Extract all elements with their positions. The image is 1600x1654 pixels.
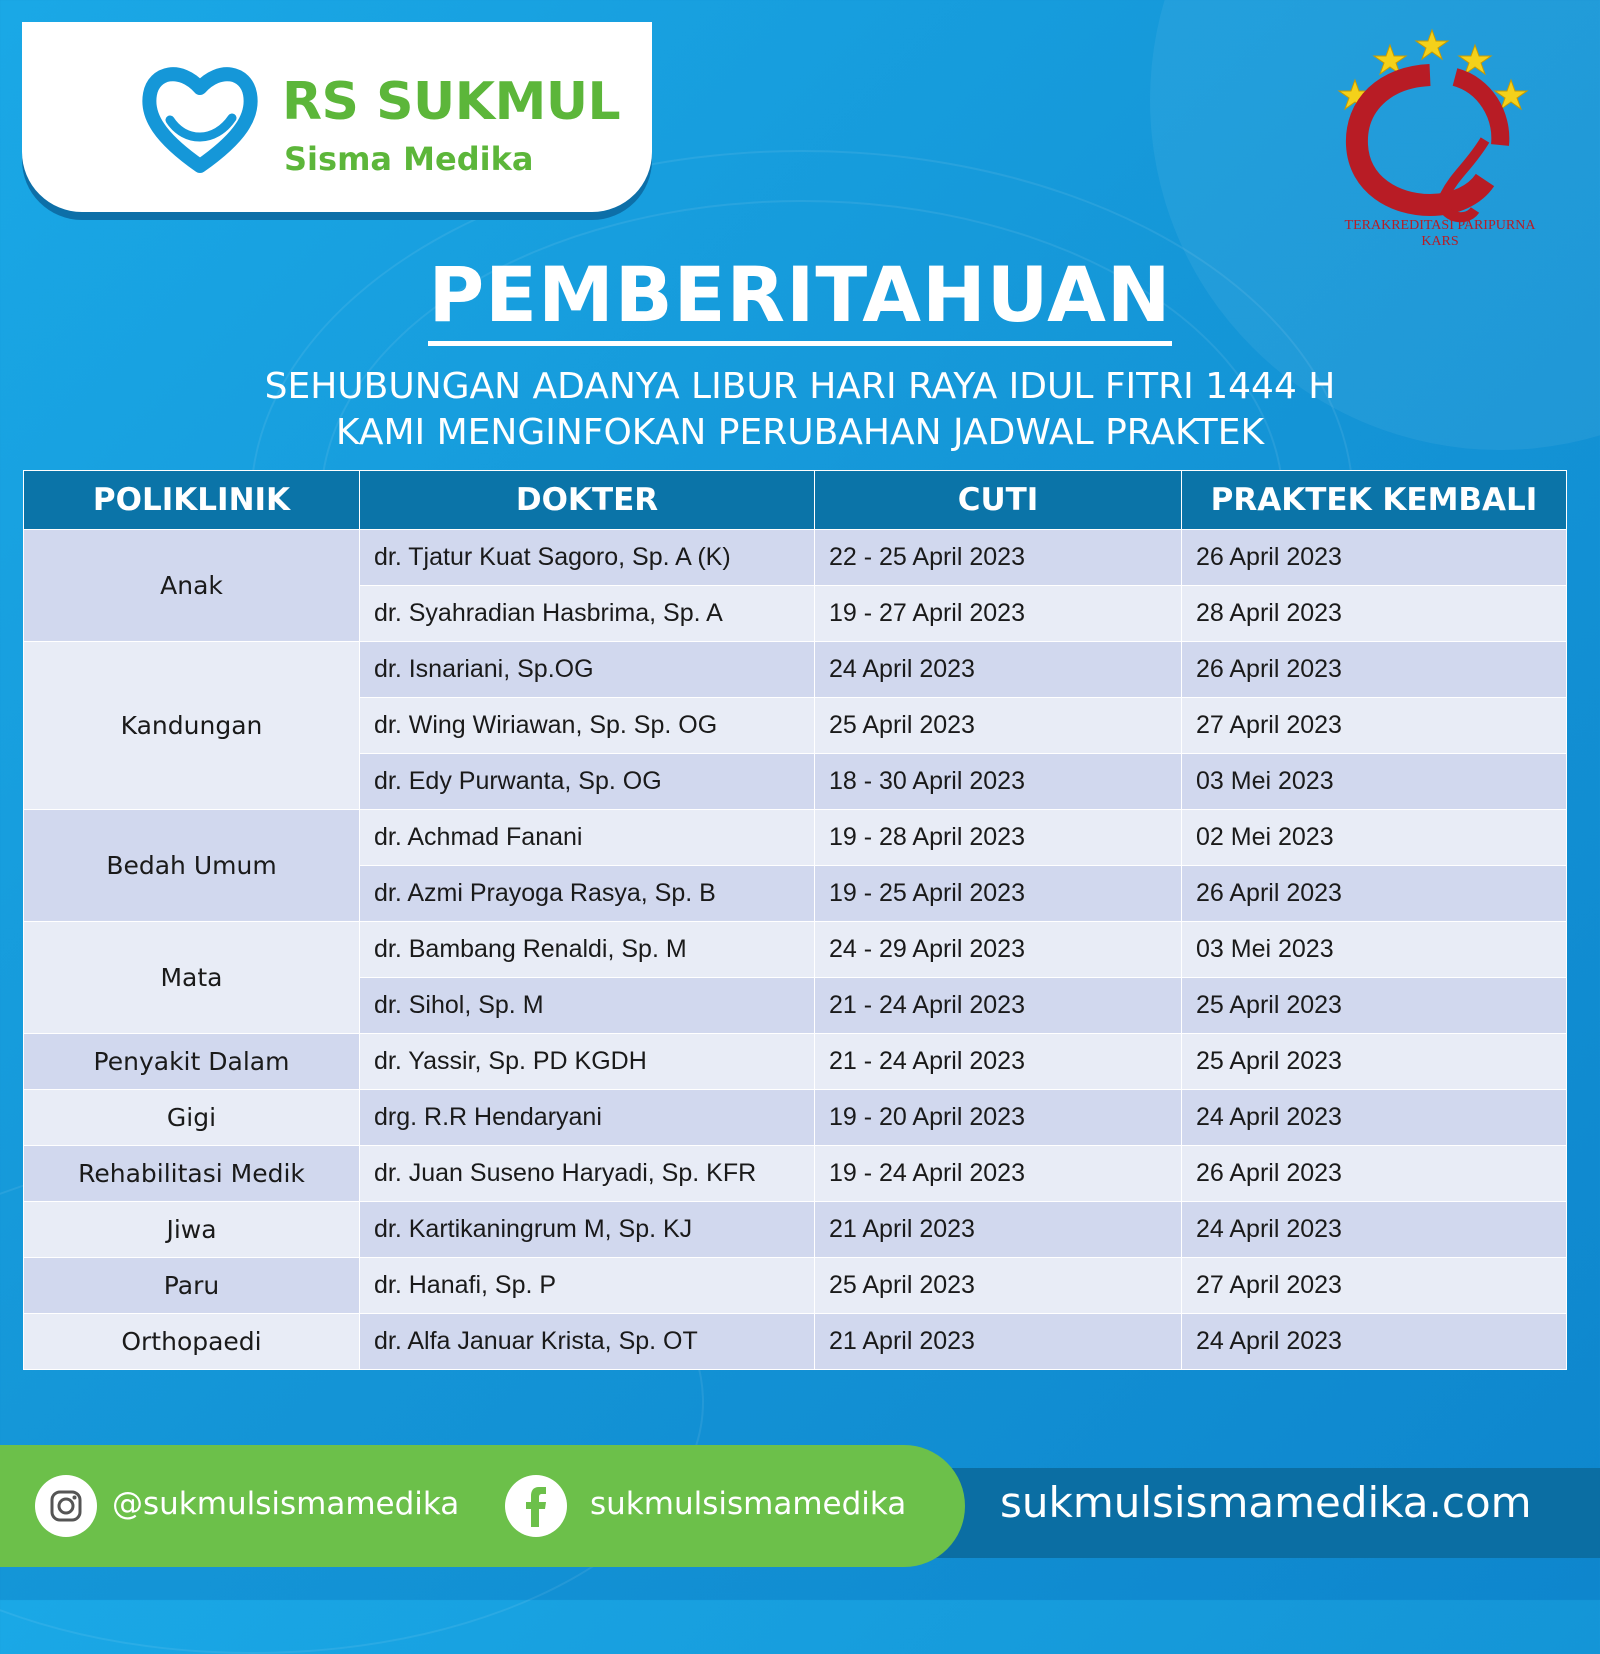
poliklinik-cell: Rehabilitasi Medik	[24, 1146, 360, 1202]
poliklinik-cell: Bedah Umum	[24, 810, 360, 922]
dokter-cell: dr. Syahradian Hasbrima, Sp. A	[360, 586, 815, 642]
poliklinik-cell: Gigi	[24, 1090, 360, 1146]
praktek-kembali-cell: 26 April 2023	[1182, 530, 1567, 586]
praktek-kembali-cell: 24 April 2023	[1182, 1202, 1567, 1258]
cuti-cell: 19 - 20 April 2023	[815, 1090, 1182, 1146]
facebook-handle[interactable]: sukmulsismamedika	[590, 1486, 907, 1522]
cuti-cell: 24 - 29 April 2023	[815, 922, 1182, 978]
header-poliklinik: POLIKLINIK	[24, 471, 360, 530]
accreditation-line1: TERAKREDITASI PARIPURNA	[1344, 218, 1536, 233]
dokter-cell: dr. Achmad Fanani	[360, 810, 815, 866]
cuti-cell: 25 April 2023	[815, 698, 1182, 754]
praktek-kembali-cell: 25 April 2023	[1182, 978, 1567, 1034]
schedule-table	[23, 470, 1567, 1370]
cuti-cell: 24 April 2023	[815, 642, 1182, 698]
dokter-cell: dr. Kartikaningrum M, Sp. KJ	[360, 1202, 815, 1258]
poliklinik-cell: Anak	[24, 530, 360, 642]
poliklinik-cell: Orthopaedi	[24, 1314, 360, 1370]
table-row	[24, 1146, 1567, 1202]
cuti-cell: 21 - 24 April 2023	[815, 1034, 1182, 1090]
subtitle-line2: KAMI MENGINFOKAN PERUBAHAN JADWAL PRAKTEK	[335, 412, 1265, 453]
praktek-kembali-cell: 27 April 2023	[1182, 1258, 1567, 1314]
praktek-kembali-cell: 03 Mei 2023	[1182, 922, 1567, 978]
table-row	[24, 1202, 1567, 1258]
website-link[interactable]: sukmulsismamedika.com	[1000, 1478, 1532, 1527]
praktek-kembali-cell: 24 April 2023	[1182, 1090, 1567, 1146]
poliklinik-cell: Penyakit Dalam	[24, 1034, 360, 1090]
poliklinik-cell: Mata	[24, 922, 360, 1034]
dokter-cell: dr. Azmi Prayoga Rasya, Sp. B	[360, 866, 815, 922]
dokter-cell: dr. Tjatur Kuat Sagoro, Sp. A (K)	[360, 530, 815, 586]
accreditation-caption	[1330, 218, 1550, 250]
cuti-cell: 21 - 24 April 2023	[815, 978, 1182, 1034]
poliklinik-cell: Kandungan	[24, 642, 360, 810]
cuti-cell: 19 - 24 April 2023	[815, 1146, 1182, 1202]
dokter-cell: dr. Edy Purwanta, Sp. OG	[360, 754, 815, 810]
praktek-kembali-cell: 26 April 2023	[1182, 1146, 1567, 1202]
cuti-cell: 25 April 2023	[815, 1258, 1182, 1314]
cuti-cell: 19 - 27 April 2023	[815, 586, 1182, 642]
header-dokter: DOKTER	[360, 471, 815, 530]
table-row	[24, 530, 1567, 586]
praktek-kembali-cell: 28 April 2023	[1182, 586, 1567, 642]
cuti-cell: 19 - 25 April 2023	[815, 866, 1182, 922]
cuti-cell: 19 - 28 April 2023	[815, 810, 1182, 866]
dokter-cell: dr. Sihol, Sp. M	[360, 978, 815, 1034]
table-row	[24, 1090, 1567, 1146]
table-row	[24, 1314, 1567, 1370]
praktek-kembali-cell: 26 April 2023	[1182, 642, 1567, 698]
dokter-cell: dr. Wing Wiriawan, Sp. Sp. OG	[360, 698, 815, 754]
table-row	[24, 1034, 1567, 1090]
cuti-cell: 21 April 2023	[815, 1314, 1182, 1370]
cuti-cell: 18 - 30 April 2023	[815, 754, 1182, 810]
table-body	[24, 530, 1567, 1370]
header-cuti: CUTI	[815, 471, 1182, 530]
page-title	[0, 250, 1600, 339]
subtitle-line1: SEHUBUNGAN ADANYA LIBUR HARI RAYA IDUL FITRI 1444 H	[264, 366, 1336, 407]
praktek-kembali-cell: 25 April 2023	[1182, 1034, 1567, 1090]
table-row	[24, 642, 1567, 698]
praktek-kembali-cell: 27 April 2023	[1182, 698, 1567, 754]
table-row	[24, 922, 1567, 978]
table-row	[24, 810, 1567, 866]
dokter-cell: dr. Hanafi, Sp. P	[360, 1258, 815, 1314]
logo-subtitle: Sisma Medika	[284, 140, 534, 178]
praktek-kembali-cell: 03 Mei 2023	[1182, 754, 1567, 810]
poliklinik-cell: Jiwa	[24, 1202, 360, 1258]
dokter-cell: dr. Juan Suseno Haryadi, Sp. KFR	[360, 1146, 815, 1202]
dokter-cell: drg. R.R Hendaryani	[360, 1090, 815, 1146]
cuti-cell: 22 - 25 April 2023	[815, 530, 1182, 586]
table-header-row	[24, 471, 1567, 530]
facebook-icon[interactable]	[505, 1475, 567, 1537]
instagram-handle[interactable]: @sukmulsismamedika	[112, 1486, 460, 1522]
cuti-cell: 21 April 2023	[815, 1202, 1182, 1258]
dokter-cell: dr. Yassir, Sp. PD KGDH	[360, 1034, 815, 1090]
logo-card	[22, 22, 652, 212]
praktek-kembali-cell: 02 Mei 2023	[1182, 810, 1567, 866]
heart-logo-icon	[140, 58, 260, 178]
praktek-kembali-cell: 26 April 2023	[1182, 866, 1567, 922]
dokter-cell: dr. Isnariani, Sp.OG	[360, 642, 815, 698]
logo-title: RS SUKMUL	[282, 72, 621, 132]
praktek-kembali-cell: 24 April 2023	[1182, 1314, 1567, 1370]
accreditation-line2: KARS	[1421, 234, 1459, 249]
instagram-icon[interactable]	[35, 1475, 97, 1537]
dokter-cell: dr. Bambang Renaldi, Sp. M	[360, 922, 815, 978]
dokter-cell: dr. Alfa Januar Krista, Sp. OT	[360, 1314, 815, 1370]
page-title-text: PEMBERITAHUAN	[428, 250, 1171, 346]
poliklinik-cell: Paru	[24, 1258, 360, 1314]
table-row	[24, 1258, 1567, 1314]
header-praktek-kembali: PRAKTEK KEMBALI	[1182, 471, 1567, 530]
